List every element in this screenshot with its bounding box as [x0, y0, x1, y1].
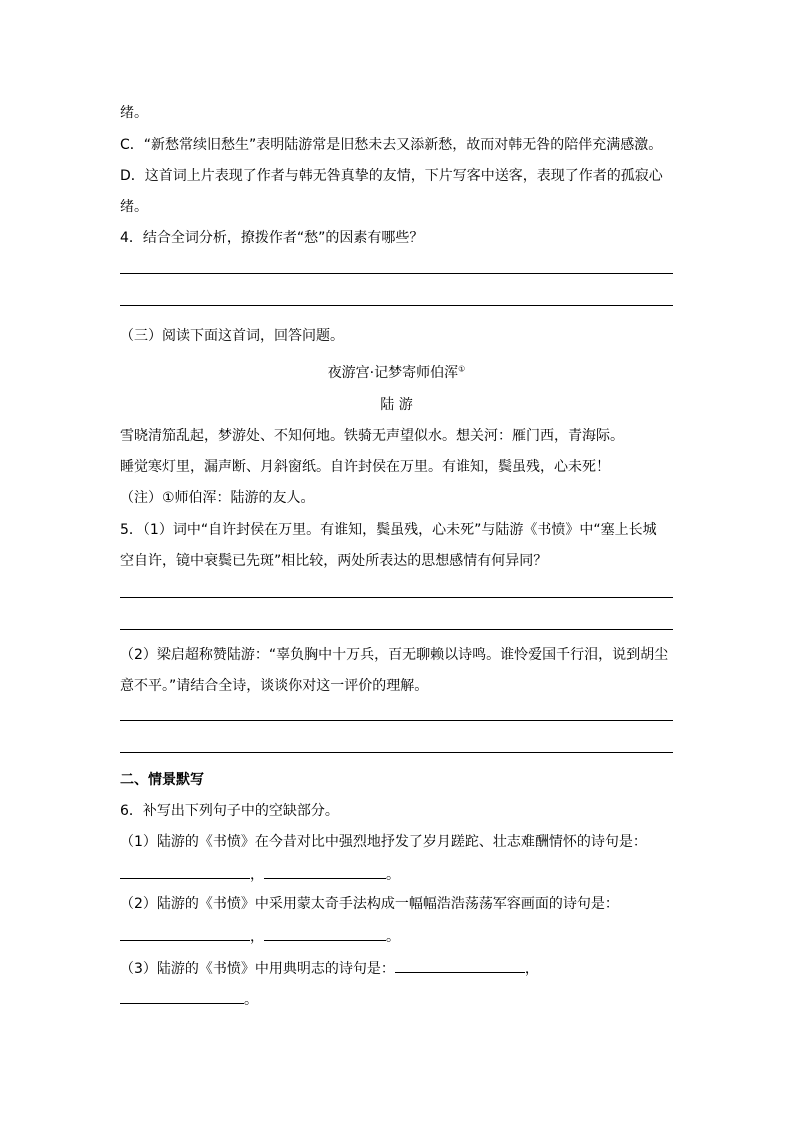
- fill-in-blank[interactable]: [120, 926, 250, 941]
- comma: ，: [250, 929, 264, 945]
- answer-line[interactable]: [120, 597, 673, 598]
- fill-in-blank[interactable]: [120, 989, 244, 1004]
- fill-in-blank[interactable]: [395, 958, 525, 973]
- option-b-tail: 绪。: [120, 105, 148, 121]
- poem-title: [120, 364, 673, 382]
- question-5-1-line1: 5．（1）词中“自许封侯在万里。有谁知，鬓虽残，心未死”与陆游《书愤》中“塞上长城: [120, 522, 657, 538]
- question-6: 6．补写出下列句子中的空缺部分。: [120, 803, 339, 819]
- answer-line[interactable]: [120, 273, 673, 274]
- poem-line-2: 睡觉寒灯里，漏声断、月斜窗纸。自许封侯在万里。有谁知，鬓虽残，心未死！: [120, 459, 610, 475]
- fill-in-row-3: [120, 989, 680, 1009]
- period: 。: [386, 867, 400, 883]
- answer-line[interactable]: [120, 305, 673, 306]
- option-c: C．“新愁常续旧愁生”表明陆游常是旧愁未去又添新愁，故而对韩无咎的陪伴充满感激。: [120, 137, 663, 153]
- option-d-line2: 绪。: [120, 199, 148, 215]
- fill-in-blank[interactable]: [120, 864, 250, 879]
- answer-line[interactable]: [120, 629, 673, 630]
- question-6-2: （2）陆游的《书愤》中采用蒙太奇手法构成一幅幅浩浩荡荡军容画面的诗句是：: [120, 896, 619, 912]
- fill-in-row-1: [120, 864, 680, 884]
- poem-line-1: 雪晓清笳乱起，梦游处、不知何地。铁骑无声望似水。想关河：雁门西，青海际。: [120, 428, 624, 444]
- comma: ，: [524, 961, 539, 977]
- section-3-intro: （三）阅读下面这首词，回答问题。: [120, 328, 344, 344]
- question-5-2-line2: 意不平。”请结合全诗，谈谈你对这一评价的理解。: [120, 678, 429, 694]
- question-6-1: （1）陆游的《书愤》在今昔对比中强烈地抒发了岁月蹉跎、壮志难酬情怀的诗句是：: [120, 834, 647, 850]
- question-6-3: [120, 958, 680, 978]
- poem-note: （注）①师伯浑：陆游的友人。: [120, 490, 315, 506]
- period: 。: [244, 992, 258, 1008]
- footnote-marker: ①: [458, 364, 466, 374]
- fill-in-blank[interactable]: [264, 864, 386, 879]
- question-6-3-text: （3）陆游的《书愤》中用典明志的诗句是：: [120, 961, 395, 977]
- poem-title-text: 夜游宫·记梦寄师伯浑: [327, 365, 459, 381]
- question-4: 4．结合全词分析，撩拨作者“愁”的因素有哪些？: [120, 230, 424, 246]
- option-d-line1: D．这首词上片表现了作者与韩无咎真挚的友情，下片写客中送客，表现了作者的孤寂心: [120, 168, 663, 184]
- answer-line[interactable]: [120, 720, 673, 721]
- fill-in-blank[interactable]: [264, 926, 386, 941]
- question-5-1-line2: 空自许，镜中衰鬓已先斑”相比较，两处所表达的思想感情有何异同？: [120, 553, 548, 569]
- period: 。: [386, 929, 400, 945]
- part-2-heading: 二、情景默写: [120, 772, 204, 788]
- fill-in-row-2: [120, 926, 680, 946]
- comma: ，: [250, 867, 264, 883]
- poem-author: 陆 游: [380, 397, 413, 413]
- answer-line[interactable]: [120, 752, 673, 753]
- question-5-2-line1: （2）梁启超称赞陆游：“辜负胸中十万兵，百无聊赖以诗鸣。谁怜爱国千行泪，说到胡尘: [120, 647, 669, 663]
